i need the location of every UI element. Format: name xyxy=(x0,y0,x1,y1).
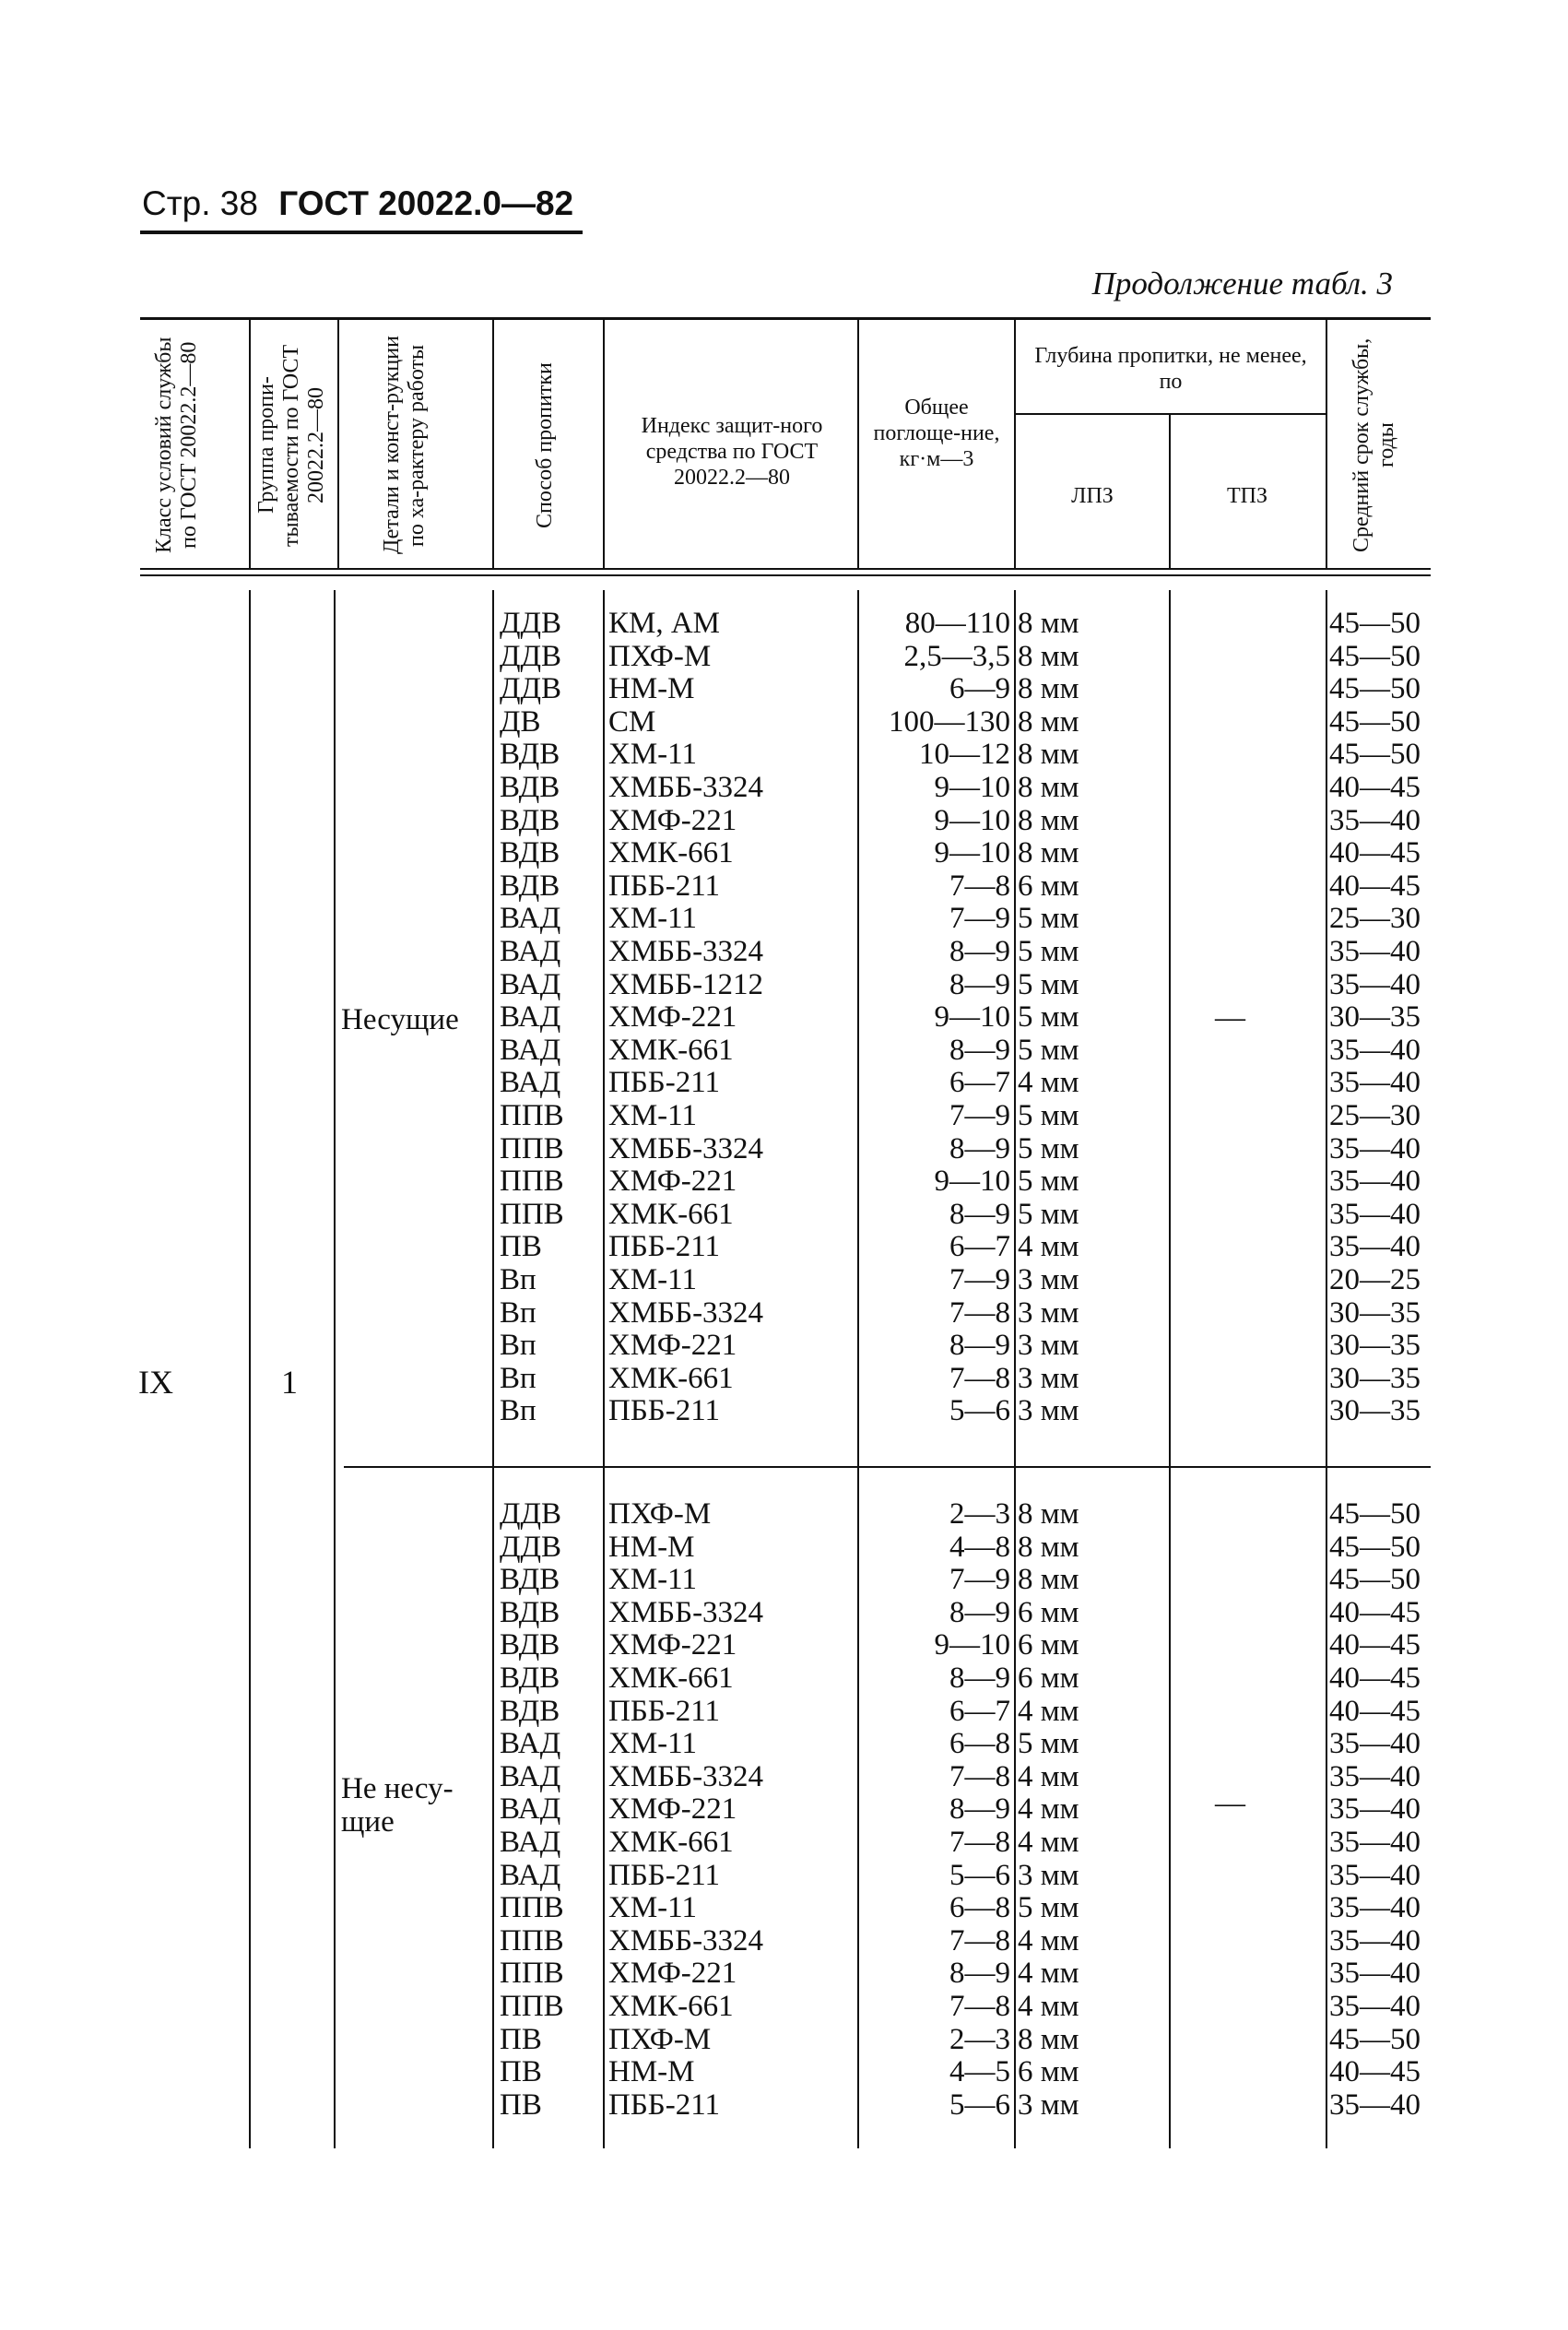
lpz-cell: 5 мм xyxy=(1018,1000,1079,1035)
col-header-tpz: ТПЗ xyxy=(1226,484,1267,508)
service-life-cell: 25—30 xyxy=(1329,1099,1421,1132)
service-life-cell: 35—40 xyxy=(1329,1165,1421,1199)
table-row xyxy=(0,804,1568,837)
header-col-line xyxy=(492,320,494,568)
method-cell: ППВ xyxy=(500,1165,564,1199)
absorption-cell: 8—9 xyxy=(949,1329,1010,1363)
header-col-line xyxy=(603,320,605,568)
service-life-cell: 35—40 xyxy=(1329,1131,1421,1165)
table-row xyxy=(0,771,1568,804)
absorption-cell: 8—9 xyxy=(949,1131,1010,1165)
method-cell: Вп xyxy=(500,1329,536,1363)
absorption-cell: 9—10 xyxy=(934,803,1010,837)
lpz-cell: 8 мм xyxy=(1018,1530,1079,1564)
parts-load-bearing: Несущие xyxy=(341,1003,459,1036)
index-cell: ХМК-661 xyxy=(608,1033,734,1067)
table-row xyxy=(0,1066,1568,1099)
service-life-cell: 35—40 xyxy=(1329,2088,1421,2122)
absorption-cell: 8—9 xyxy=(949,1595,1010,1629)
service-life-cell: 35—40 xyxy=(1329,1891,1421,1925)
method-cell: ППВ xyxy=(500,1990,564,2023)
lpz-cell: 5 мм xyxy=(1018,935,1079,968)
absorption-cell: 2—3 xyxy=(949,2022,1010,2056)
method-cell: ПВ xyxy=(500,2055,542,2089)
lpz-cell: 5 мм xyxy=(1018,1131,1079,1165)
table-row xyxy=(0,836,1568,869)
method-cell: ВАД xyxy=(500,902,561,936)
method-cell: ПВ xyxy=(500,1230,542,1264)
method-cell: ВАД xyxy=(500,1792,561,1827)
lpz-cell: 4 мм xyxy=(1018,1066,1079,1100)
absorption-cell: 5—6 xyxy=(949,1394,1010,1428)
lpz-cell: 8 мм xyxy=(1018,1497,1079,1531)
lpz-cell: 5 мм xyxy=(1018,1197,1079,1231)
lpz-cell: 4 мм xyxy=(1018,1826,1079,1859)
method-cell: ПВ xyxy=(500,2022,542,2056)
method-cell: ВАД xyxy=(500,1066,561,1100)
index-cell: ХМК-661 xyxy=(608,836,734,870)
method-cell: ВДВ xyxy=(500,1595,560,1629)
table-row xyxy=(0,1099,1568,1132)
service-life-cell: 40—45 xyxy=(1329,836,1421,870)
index-cell: НМ-М xyxy=(608,1530,695,1564)
index-cell: ПББ-211 xyxy=(608,1694,720,1728)
header-bottom-rule-2 xyxy=(140,574,1431,576)
absorption-cell: 9—10 xyxy=(934,1000,1010,1035)
service-life-cell: 35—40 xyxy=(1329,935,1421,968)
index-cell: ПХФ-М xyxy=(608,2022,712,2056)
index-cell: ПББ-211 xyxy=(608,869,720,903)
page-label: Стр. 38 xyxy=(142,184,258,222)
lpz-cell: 6 мм xyxy=(1018,1628,1079,1662)
absorption-cell: 7—8 xyxy=(949,1990,1010,2023)
table-row xyxy=(0,1662,1568,1695)
absorption-cell: 9—10 xyxy=(934,771,1010,804)
index-cell: ПХФ-М xyxy=(608,1497,712,1531)
absorption-cell: 7—8 xyxy=(949,1361,1010,1395)
lpz-cell: 4 мм xyxy=(1018,1990,1079,2023)
index-cell: ПХФ-М xyxy=(608,639,712,673)
index-cell: ПББ-211 xyxy=(608,1066,720,1100)
absorption-cell: 9—10 xyxy=(934,1628,1010,1662)
tpz-section2: — xyxy=(1215,1787,1245,1820)
absorption-cell: 7—9 xyxy=(949,1563,1010,1597)
absorption-cell: 100—130 xyxy=(889,704,1010,739)
index-cell: ХМК-661 xyxy=(608,1826,734,1859)
col-header-group: Группа пропи-тываемости по ГОСТ 20022.2—80 xyxy=(254,344,328,547)
service-life-cell: 45—50 xyxy=(1329,2022,1421,2056)
index-cell: ПББ-211 xyxy=(608,1394,720,1428)
lpz-cell: 4 мм xyxy=(1018,1759,1079,1793)
method-cell: Вп xyxy=(500,1295,536,1330)
table-top-rule xyxy=(140,317,1431,320)
absorption-cell: 10—12 xyxy=(919,738,1010,772)
service-life-cell: 30—35 xyxy=(1329,1295,1421,1330)
table-row xyxy=(0,1230,1568,1263)
table-row xyxy=(0,1497,1568,1531)
index-cell: ХМББ-3324 xyxy=(608,771,764,804)
service-life-cell: 25—30 xyxy=(1329,902,1421,936)
lpz-cell: 4 мм xyxy=(1018,1694,1079,1728)
service-life-cell: 35—40 xyxy=(1329,967,1421,1001)
service-life-cell: 30—35 xyxy=(1329,1000,1421,1035)
depth-group-rule xyxy=(1016,413,1327,415)
table-row xyxy=(0,1924,1568,1957)
service-life-cell: 35—40 xyxy=(1329,1033,1421,1067)
lpz-cell: 6 мм xyxy=(1018,869,1079,903)
service-life-cell: 30—35 xyxy=(1329,1394,1421,1428)
col-header-absorption: Общее поглоще-ние, кг·м—3 xyxy=(873,396,1000,471)
absorption-cell: 7—8 xyxy=(949,1826,1010,1859)
absorption-cell: 7—9 xyxy=(949,902,1010,936)
lpz-cell: 3 мм xyxy=(1018,1361,1079,1395)
lpz-cell: 5 мм xyxy=(1018,1099,1079,1132)
table-row xyxy=(0,902,1568,935)
index-cell: НМ-М xyxy=(608,2055,695,2089)
table-row xyxy=(0,1531,1568,1564)
lpz-cell: 6 мм xyxy=(1018,1595,1079,1629)
table-row xyxy=(0,1957,1568,1990)
table-row xyxy=(0,607,1568,640)
lpz-cell: 4 мм xyxy=(1018,1230,1079,1264)
method-cell: ВАД xyxy=(500,1759,561,1793)
index-cell: СМ xyxy=(608,704,656,739)
col-header-parts: Детали и конст-рукции по ха-рактеру работы xyxy=(380,336,429,555)
header-col-line xyxy=(857,320,859,568)
lpz-cell: 8 мм xyxy=(1018,803,1079,837)
table-row xyxy=(0,1859,1568,1892)
index-cell: ХМББ-3324 xyxy=(608,1131,764,1165)
index-cell: ХМ-11 xyxy=(608,738,697,772)
absorption-cell: 7—9 xyxy=(949,1263,1010,1296)
method-cell: ППВ xyxy=(500,1923,564,1957)
lpz-cell: 8 мм xyxy=(1018,639,1079,673)
index-cell: ХМ-11 xyxy=(608,1727,697,1761)
header-col-line xyxy=(249,320,251,568)
page-header xyxy=(142,184,573,223)
service-life-cell: 40—45 xyxy=(1329,1662,1421,1695)
table-row xyxy=(0,869,1568,903)
index-cell: ХМФ-221 xyxy=(608,1628,737,1662)
service-life-cell: 20—25 xyxy=(1329,1263,1421,1296)
absorption-cell: 6—8 xyxy=(949,1891,1010,1925)
table-row xyxy=(0,640,1568,673)
method-cell: ДДВ xyxy=(500,1497,562,1531)
lpz-cell: 8 мм xyxy=(1018,704,1079,739)
lpz-cell: 3 мм xyxy=(1018,2088,1079,2122)
absorption-cell: 9—10 xyxy=(934,1165,1010,1199)
index-cell: ХМК-661 xyxy=(608,1361,734,1395)
method-cell: ПВ xyxy=(500,2088,542,2122)
header-col-line xyxy=(1169,415,1171,568)
lpz-cell: 3 мм xyxy=(1018,1858,1079,1892)
header-rule xyxy=(140,231,583,234)
method-cell: ДДВ xyxy=(500,639,562,673)
service-life-cell: 45—50 xyxy=(1329,738,1421,772)
absorption-cell: 8—9 xyxy=(949,1197,1010,1231)
absorption-cell: 80—110 xyxy=(904,607,1010,640)
table-row xyxy=(0,738,1568,771)
table-row xyxy=(0,1000,1568,1034)
method-cell: ДДВ xyxy=(500,607,562,640)
service-life-cell: 45—50 xyxy=(1329,704,1421,739)
table-row xyxy=(0,705,1568,739)
table-row xyxy=(0,1628,1568,1662)
lpz-cell: 6 мм xyxy=(1018,2055,1079,2089)
index-cell: ХМФ-221 xyxy=(608,1957,737,1991)
table-row xyxy=(0,1034,1568,1067)
service-life-cell: 35—40 xyxy=(1329,1826,1421,1859)
parts-non-load-bearing-line1: Не несу- xyxy=(341,1772,454,1805)
index-cell: ХМФ-221 xyxy=(608,1165,737,1199)
service-life-cell: 35—40 xyxy=(1329,803,1421,837)
absorption-cell: 6—8 xyxy=(949,1727,1010,1761)
index-cell: ХМФ-221 xyxy=(608,1792,737,1827)
service-life-cell: 40—45 xyxy=(1329,1595,1421,1629)
method-cell: ППВ xyxy=(500,1131,564,1165)
lpz-cell: 5 мм xyxy=(1018,1033,1079,1067)
table-row xyxy=(0,968,1568,1001)
table-row xyxy=(0,1695,1568,1728)
lpz-cell: 8 мм xyxy=(1018,738,1079,772)
index-cell: ХМК-661 xyxy=(608,1197,734,1231)
absorption-cell: 6—9 xyxy=(949,672,1010,706)
method-cell: ВДВ xyxy=(500,1628,560,1662)
absorption-cell: 6—7 xyxy=(949,1694,1010,1728)
absorption-cell: 7—8 xyxy=(949,1923,1010,1957)
service-life-cell: 35—40 xyxy=(1329,1066,1421,1100)
lpz-cell: 5 мм xyxy=(1018,967,1079,1001)
group-value: 1 xyxy=(281,1364,298,1401)
index-cell: ХМ-11 xyxy=(608,1099,697,1132)
lpz-cell: 8 мм xyxy=(1018,771,1079,804)
method-cell: ППВ xyxy=(500,1957,564,1991)
absorption-cell: 4—5 xyxy=(949,2055,1010,2089)
document-id: ГОСТ 20022.0—82 xyxy=(278,184,574,222)
lpz-cell: 5 мм xyxy=(1018,1891,1079,1925)
table-row xyxy=(0,1792,1568,1826)
absorption-cell: 5—6 xyxy=(949,1858,1010,1892)
method-cell: ВДВ xyxy=(500,836,560,870)
table-row xyxy=(0,1296,1568,1330)
col-header-lpz: ЛПЗ xyxy=(1071,484,1114,508)
table-row xyxy=(0,1394,1568,1427)
method-cell: ВДВ xyxy=(500,1563,560,1597)
index-cell: ХМББ-3324 xyxy=(608,1923,764,1957)
service-life-cell: 35—40 xyxy=(1329,1792,1421,1827)
table-row xyxy=(0,1727,1568,1760)
lpz-cell: 8 мм xyxy=(1018,607,1079,640)
method-cell: Вп xyxy=(500,1263,536,1296)
lpz-cell: 8 мм xyxy=(1018,672,1079,706)
index-cell: ХМ-11 xyxy=(608,1263,697,1296)
service-life-cell: 30—35 xyxy=(1329,1361,1421,1395)
absorption-cell: 8—9 xyxy=(949,1033,1010,1067)
absorption-cell: 8—9 xyxy=(949,1957,1010,1991)
method-cell: Вп xyxy=(500,1394,536,1428)
service-life-cell: 35—40 xyxy=(1329,1858,1421,1892)
table-row xyxy=(0,1826,1568,1859)
lpz-cell: 8 мм xyxy=(1018,836,1079,870)
index-cell: ХМББ-3324 xyxy=(608,1595,764,1629)
service-life-cell: 35—40 xyxy=(1329,1197,1421,1231)
method-cell: ДДВ xyxy=(500,672,562,706)
table-continuation-caption: Продолжение табл. 3 xyxy=(1091,266,1393,302)
method-cell: ВДВ xyxy=(500,1662,560,1695)
table-row xyxy=(0,1760,1568,1793)
lpz-cell: 5 мм xyxy=(1018,902,1079,936)
col-header-index: Индекс защит-ного средства по ГОСТ 20022.2—80 xyxy=(641,414,823,490)
service-life-cell: 35—40 xyxy=(1329,1230,1421,1264)
method-cell: ВАД xyxy=(500,1000,561,1035)
service-life-cell: 45—50 xyxy=(1329,672,1421,706)
index-cell: ХМББ-3324 xyxy=(608,1295,764,1330)
method-cell: ВАД xyxy=(500,1826,561,1859)
absorption-cell: 6—7 xyxy=(949,1230,1010,1264)
table-row xyxy=(0,1362,1568,1395)
absorption-cell: 8—9 xyxy=(949,967,1010,1001)
index-cell: КМ, АМ xyxy=(608,607,721,640)
lpz-cell: 3 мм xyxy=(1018,1263,1079,1296)
lpz-cell: 8 мм xyxy=(1018,2022,1079,2056)
header-bottom-rule xyxy=(140,568,1431,570)
lpz-cell: 4 мм xyxy=(1018,1957,1079,1991)
lpz-cell: 3 мм xyxy=(1018,1394,1079,1428)
table-row xyxy=(0,935,1568,968)
service-life-cell: 45—50 xyxy=(1329,1530,1421,1564)
table-row xyxy=(0,1891,1568,1924)
service-life-cell: 40—45 xyxy=(1329,1628,1421,1662)
service-life-cell: 35—40 xyxy=(1329,1990,1421,2023)
service-life-cell: 40—45 xyxy=(1329,869,1421,903)
index-cell: ПББ-211 xyxy=(608,1858,720,1892)
service-life-cell: 45—50 xyxy=(1329,607,1421,640)
index-cell: ХМК-661 xyxy=(608,1990,734,2023)
index-cell: ХМББ-3324 xyxy=(608,1759,764,1793)
method-cell: ВДВ xyxy=(500,771,560,804)
index-cell: ХМ-11 xyxy=(608,1563,697,1597)
table-row xyxy=(0,1563,1568,1596)
absorption-cell: 7—9 xyxy=(949,1099,1010,1132)
lpz-cell: 4 мм xyxy=(1018,1923,1079,1957)
table-row xyxy=(0,1329,1568,1362)
absorption-cell: 7—8 xyxy=(949,1759,1010,1793)
col-header-method: Способ пропитки xyxy=(533,362,557,528)
method-cell: ДВ xyxy=(500,704,541,739)
absorption-cell: 8—9 xyxy=(949,1662,1010,1695)
method-cell: ППВ xyxy=(500,1197,564,1231)
lpz-cell: 3 мм xyxy=(1018,1329,1079,1363)
absorption-cell: 7—8 xyxy=(949,1295,1010,1330)
absorption-cell: 5—6 xyxy=(949,2088,1010,2122)
service-life-cell: 45—50 xyxy=(1329,639,1421,673)
absorption-cell: 6—7 xyxy=(949,1066,1010,1100)
tpz-section1: — xyxy=(1215,1001,1245,1035)
method-cell: ВДВ xyxy=(500,738,560,772)
method-cell: ППВ xyxy=(500,1099,564,1132)
col-header-life: Средний срок службы, годы xyxy=(1350,337,1398,553)
index-cell: ХМББ-1212 xyxy=(608,967,764,1001)
lpz-cell: 4 мм xyxy=(1018,1792,1079,1827)
method-cell: ВАД xyxy=(500,967,561,1001)
table-row xyxy=(0,1990,1568,2023)
index-cell: ПББ-211 xyxy=(608,1230,720,1264)
method-cell: ППВ xyxy=(500,1891,564,1925)
table-row xyxy=(0,2023,1568,2056)
service-life-cell: 45—50 xyxy=(1329,1563,1421,1597)
table-row xyxy=(0,2055,1568,2088)
service-life-cell: 35—40 xyxy=(1329,1957,1421,1991)
method-cell: ВАД xyxy=(500,935,561,968)
table-row xyxy=(0,1198,1568,1231)
method-cell: ВДВ xyxy=(500,1694,560,1728)
index-cell: ХМФ-221 xyxy=(608,1329,737,1363)
header-col-line xyxy=(337,320,339,568)
index-cell: ХМ-11 xyxy=(608,1891,697,1925)
header-col-line xyxy=(1014,320,1016,568)
parts-non-load-bearing-line2: щие xyxy=(341,1805,395,1839)
absorption-cell: 9—10 xyxy=(934,836,1010,870)
lpz-cell: 3 мм xyxy=(1018,1295,1079,1330)
header-col-line xyxy=(1326,320,1327,568)
index-cell: НМ-М xyxy=(608,672,695,706)
table-row xyxy=(0,1165,1568,1198)
col-header-depth-group: Глубина пропитки, не менее, по xyxy=(1034,344,1307,394)
service-life-cell: 40—45 xyxy=(1329,2055,1421,2089)
table-row xyxy=(0,1132,1568,1165)
service-class-value: IX xyxy=(138,1364,173,1401)
lpz-cell: 5 мм xyxy=(1018,1727,1079,1761)
absorption-cell: 4—8 xyxy=(949,1530,1010,1564)
method-cell: ВАД xyxy=(500,1727,561,1761)
service-life-cell: 35—40 xyxy=(1329,1727,1421,1761)
method-cell: ВДВ xyxy=(500,803,560,837)
absorption-cell: 2—3 xyxy=(949,1497,1010,1531)
lpz-cell: 5 мм xyxy=(1018,1165,1079,1199)
service-life-cell: 35—40 xyxy=(1329,1923,1421,1957)
absorption-cell: 8—9 xyxy=(949,935,1010,968)
table-row xyxy=(0,1263,1568,1296)
method-cell: Вп xyxy=(500,1361,536,1395)
table-row xyxy=(0,672,1568,705)
absorption-cell: 2,5—3,5 xyxy=(903,639,1010,673)
method-cell: ВАД xyxy=(500,1033,561,1067)
table-row xyxy=(0,2088,1568,2122)
method-cell: ДДВ xyxy=(500,1530,562,1564)
section-divider-rule xyxy=(344,1466,1431,1468)
lpz-cell: 8 мм xyxy=(1018,1563,1079,1597)
service-life-cell: 40—45 xyxy=(1329,771,1421,804)
lpz-cell: 6 мм xyxy=(1018,1662,1079,1695)
index-cell: ХМББ-3324 xyxy=(608,935,764,968)
service-life-cell: 30—35 xyxy=(1329,1329,1421,1363)
index-cell: ХМФ-221 xyxy=(608,803,737,837)
index-cell: ХМК-661 xyxy=(608,1662,734,1695)
index-cell: ПББ-211 xyxy=(608,2088,720,2122)
absorption-cell: 7—8 xyxy=(949,869,1010,903)
index-cell: ХМФ-221 xyxy=(608,1000,737,1035)
method-cell: ВДВ xyxy=(500,869,560,903)
col-header-service-class: Класс условий службы по ГОСТ 20022.2—80 xyxy=(152,337,201,554)
service-life-cell: 40—45 xyxy=(1329,1694,1421,1728)
index-cell: ХМ-11 xyxy=(608,902,697,936)
method-cell: ВАД xyxy=(500,1858,561,1892)
service-life-cell: 45—50 xyxy=(1329,1497,1421,1531)
service-life-cell: 35—40 xyxy=(1329,1759,1421,1793)
absorption-cell: 8—9 xyxy=(949,1792,1010,1827)
table-row xyxy=(0,1596,1568,1629)
